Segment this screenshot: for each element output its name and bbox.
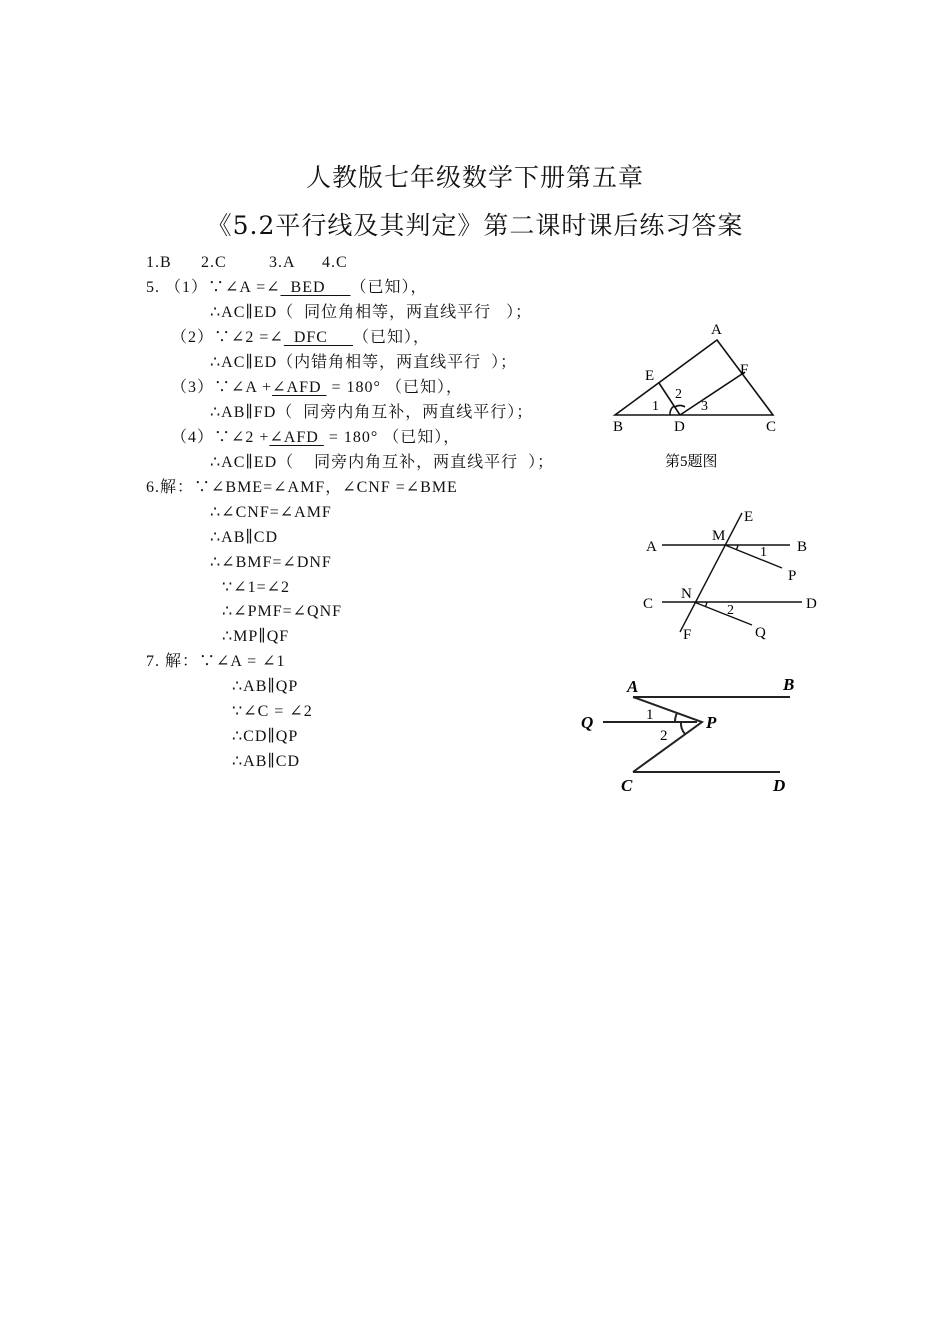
figure-7 — [603, 697, 790, 772]
fig5-caption: 第5题图 — [665, 454, 718, 470]
answer-4: 4.C — [322, 254, 348, 271]
q5-l3-post: （已知）， — [352, 329, 430, 346]
fig6-angle-1-arc — [736, 545, 738, 550]
q7-line-3: ∵∠C = ∠2 — [232, 703, 313, 720]
fig5-label-e: E — [645, 368, 655, 384]
fig6-label-2: 2 — [727, 603, 734, 618]
fig5-label-a: A — [711, 322, 722, 338]
q5-l7-post: = 180° （已知）， — [323, 429, 461, 446]
fig6-label-e: E — [744, 509, 754, 525]
fig7-broken-line-apc — [633, 697, 702, 772]
fig5-label-1: 1 — [652, 399, 659, 414]
fig7-label-q: Q — [581, 713, 594, 732]
fig5-angle-2-arc — [675, 405, 685, 407]
fig5-label-2: 2 — [675, 387, 682, 402]
fig6-label-q: Q — [755, 625, 766, 641]
fig6-label-f: F — [683, 627, 692, 643]
q6-line-5: ∵∠1=∠2 — [222, 579, 291, 596]
fig5-label-b: B — [613, 419, 624, 435]
title-line-1: 人教版七年级数学下册第五章 — [305, 163, 644, 192]
fig6-label-c: C — [643, 596, 654, 612]
fig6-label-p: P — [788, 568, 797, 584]
fig7-label-d: D — [773, 776, 786, 795]
q5-l5-blank: ∠AFD — [272, 379, 327, 396]
fig7-label-a: A — [627, 677, 639, 696]
answer-2: 2.C — [201, 254, 227, 271]
q7-line-1: 7. 解：∵∠A = ∠1 — [146, 653, 286, 670]
fig7-label-2: 2 — [660, 728, 668, 744]
fig6-ray-nq — [694, 602, 752, 625]
q5-l3-blank: DFC — [283, 329, 353, 346]
fig5-label-d: D — [674, 419, 685, 435]
fig5-triangle-abc — [615, 340, 773, 415]
fig6-label-a: A — [646, 539, 657, 555]
q5-line-2: ∴AC∥ED（ 同位角相等，两直线平行 ）； — [210, 304, 533, 321]
q7-line-5: ∴AB∥CD — [232, 753, 301, 770]
q6-line-4: ∴∠BMF=∠DNF — [210, 554, 332, 571]
fig7-label-1: 1 — [646, 707, 654, 723]
q5-l5-pre: （3）∵∠A + — [171, 379, 273, 396]
q7-line-4: ∴CD∥QP — [232, 728, 299, 745]
q5-l5-post: = 180° （已知）， — [326, 379, 463, 396]
q5-l7-blank: ∠AFD — [269, 429, 324, 446]
fig7-angle-2-arc — [681, 722, 685, 734]
q6-line-3: ∴AB∥CD — [210, 529, 279, 546]
fig6-label-1: 1 — [760, 545, 767, 560]
fig5-label-c: C — [766, 419, 777, 435]
answer-1: 1.B — [146, 254, 172, 271]
fig6-label-m: M — [712, 528, 726, 544]
answer-3: 3.A — [269, 254, 296, 271]
q5-line-8: ∴AC∥ED（ 同旁内角互补，两直线平行 ）； — [210, 454, 555, 471]
fig7-label-p: P — [706, 713, 717, 732]
q5-l1-pre: 5. （1）∵∠A =∠ — [146, 279, 281, 296]
fig5-segment-df — [680, 372, 745, 415]
fig5-label-3: 3 — [701, 399, 708, 414]
fig6-label-d: D — [806, 596, 817, 612]
q6-line-6: ∴∠PMF=∠QNF — [222, 603, 343, 620]
q5-l1-blank: BED — [280, 279, 351, 296]
q6-line-2: ∴∠CNF=∠AMF — [210, 504, 332, 521]
fig5-angle-1-arc — [670, 406, 674, 415]
fig7-label-c: C — [621, 776, 633, 795]
fig6-ray-mp — [725, 545, 782, 568]
q6-line-1: 6.解：∵∠BME=∠AMF，∠CNF =∠BME — [146, 479, 458, 496]
q7-line-2: ∴AB∥QP — [232, 678, 299, 695]
fig5-label-f: F — [740, 362, 749, 378]
fig7-angle-1-arc — [675, 713, 677, 722]
q5-l3-pre: （2）∵∠2 =∠ — [171, 329, 284, 346]
q5-line-4: ∴AC∥ED（内错角相等，两直线平行 ）； — [210, 354, 518, 371]
q5-l7-pre: （4）∵∠2 + — [171, 429, 270, 446]
q6-line-7: ∴MP∥QF — [222, 628, 290, 645]
q5-line-6: ∴AB∥FD（ 同旁内角互补，两直线平行）； — [210, 404, 534, 421]
fig7-label-b: B — [783, 675, 795, 694]
fig6-label-n: N — [681, 586, 692, 602]
title-line-2: 《5.2平行线及其判定》第二课时课后练习答案 — [206, 211, 744, 240]
fig6-label-b: B — [797, 539, 808, 555]
q5-l1-post: （已知）， — [350, 279, 428, 296]
fig6-angle-2-arc — [705, 602, 707, 607]
